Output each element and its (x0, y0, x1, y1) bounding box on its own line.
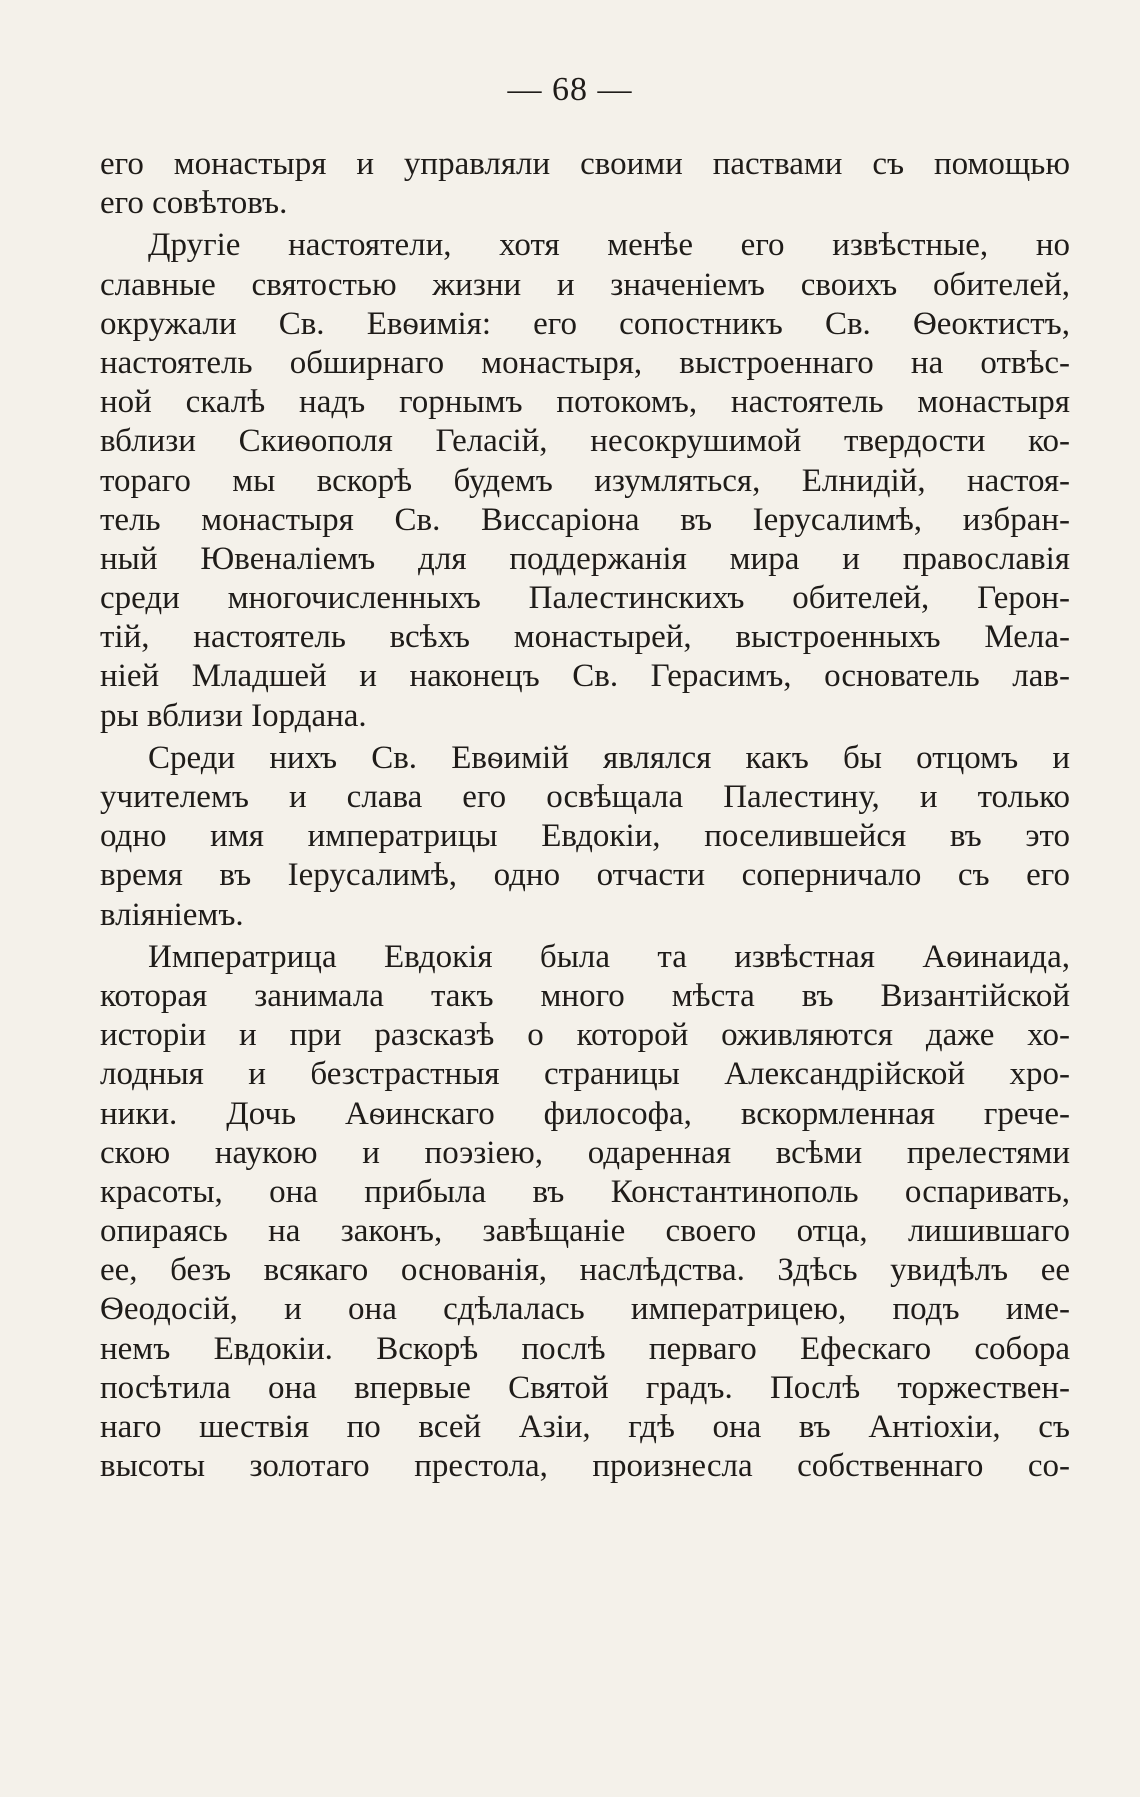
text-line: тель монастыря Св. Виссаріона въ Іерусалимѣ, избран- (100, 501, 1070, 538)
text-line: высоты золотаго престола, произнесла собственнаго со- (100, 1448, 1070, 1485)
text-line: которая занимала такъ много мѣста въ Византійской (100, 977, 1070, 1014)
text-line: немъ Евдокіи. Вскорѣ послѣ перваго Ефескаго собора (100, 1330, 1070, 1367)
page-number: — 68 — (507, 71, 633, 108)
text-line: красоты, она прибыла въ Константинополь оспаривать, (100, 1173, 1070, 1210)
page-body (100, 145, 1070, 1486)
text-line: ной скалѣ надъ горнымъ потокомъ, настоятель монастыря (100, 384, 1070, 421)
text-line: ніей Младшей и наконецъ Св. Герасимъ, основатель лав- (100, 658, 1070, 695)
text-line: одно имя императрицы Евдокіи, поселившейся въ это (100, 818, 1070, 855)
text-line: тораго мы вскорѣ будемъ изумляться, Елнидій, настоя- (100, 462, 1070, 499)
paragraph-3 (100, 739, 1070, 935)
text-line: ее, безъ всякаго основанія, наслѣдства. Здѣсь увидѣлъ ее (100, 1252, 1070, 1289)
paragraph-1 (100, 145, 1070, 223)
text-line: славные святостью жизни и значеніемъ своихъ обителей, (100, 266, 1070, 303)
text-line: вліяніемъ. (100, 896, 244, 933)
text-line: его монастыря и управляли своими паствами съ помощью (100, 146, 1070, 182)
text-line: время въ Іерусалимѣ, одно отчасти соперничало съ его (100, 857, 1070, 894)
paragraph-4 (100, 938, 1070, 1487)
text-line: его совѣтовъ. (100, 185, 288, 222)
text-line: исторіи и при разсказѣ о которой оживляются даже хо- (100, 1017, 1070, 1054)
text-line: ры вблизи Іордана. (100, 697, 367, 734)
text-line: среди многочисленныхъ Палестинскихъ обителей, Герон- (100, 580, 1070, 617)
text-line: ники. Дочь Аѳинскаго философа, вскормленная грече- (100, 1095, 1070, 1132)
text-line: ный Ювеналіемъ для поддержанія мира и православія (100, 540, 1070, 577)
text-line: Императрица Евдокія была та извѣстная Аѳинаида, (148, 938, 1070, 975)
text-line: Среди нихъ Св. Евѳимій являлся какъ бы отцомъ и (148, 739, 1070, 776)
text-line: настоятель обширнаго монастыря, выстроеннаго на отвѣс- (100, 344, 1070, 381)
text-line: опираясь на законъ, завѣщаніе своего отца, лишившаго (100, 1213, 1070, 1250)
text-line: окружали Св. Евѳимія: его сопостникъ Св. Ѳеоктистъ, (100, 305, 1070, 342)
paragraph-2 (100, 226, 1070, 735)
text-line: лодныя и безстрастныя страницы Александрійской хро- (100, 1056, 1070, 1093)
text-line: учителемъ и слава его освѣщала Палестину, и только (100, 779, 1070, 815)
text-line: Другіе настоятели, хотя менѣе его извѣстные, но (148, 227, 1070, 264)
text-line: скою наукою и поэзіею, одаренная всѣми прелестями (100, 1134, 1070, 1171)
text-line: вблизи Скиѳополя Геласій, несокрушимой твердости ко- (100, 423, 1070, 460)
text-line: наго шествія по всей Азіи, гдѣ она въ Антіохіи, съ (100, 1409, 1070, 1445)
text-line: Ѳеодосій, и она сдѣлалась императрицею, подъ име- (100, 1291, 1070, 1328)
text-line: посѣтила она впервые Святой градъ. Послѣ торжествен- (100, 1369, 1070, 1406)
text-line: тій, настоятель всѣхъ монастырей, выстроенныхъ Мела- (100, 619, 1070, 656)
